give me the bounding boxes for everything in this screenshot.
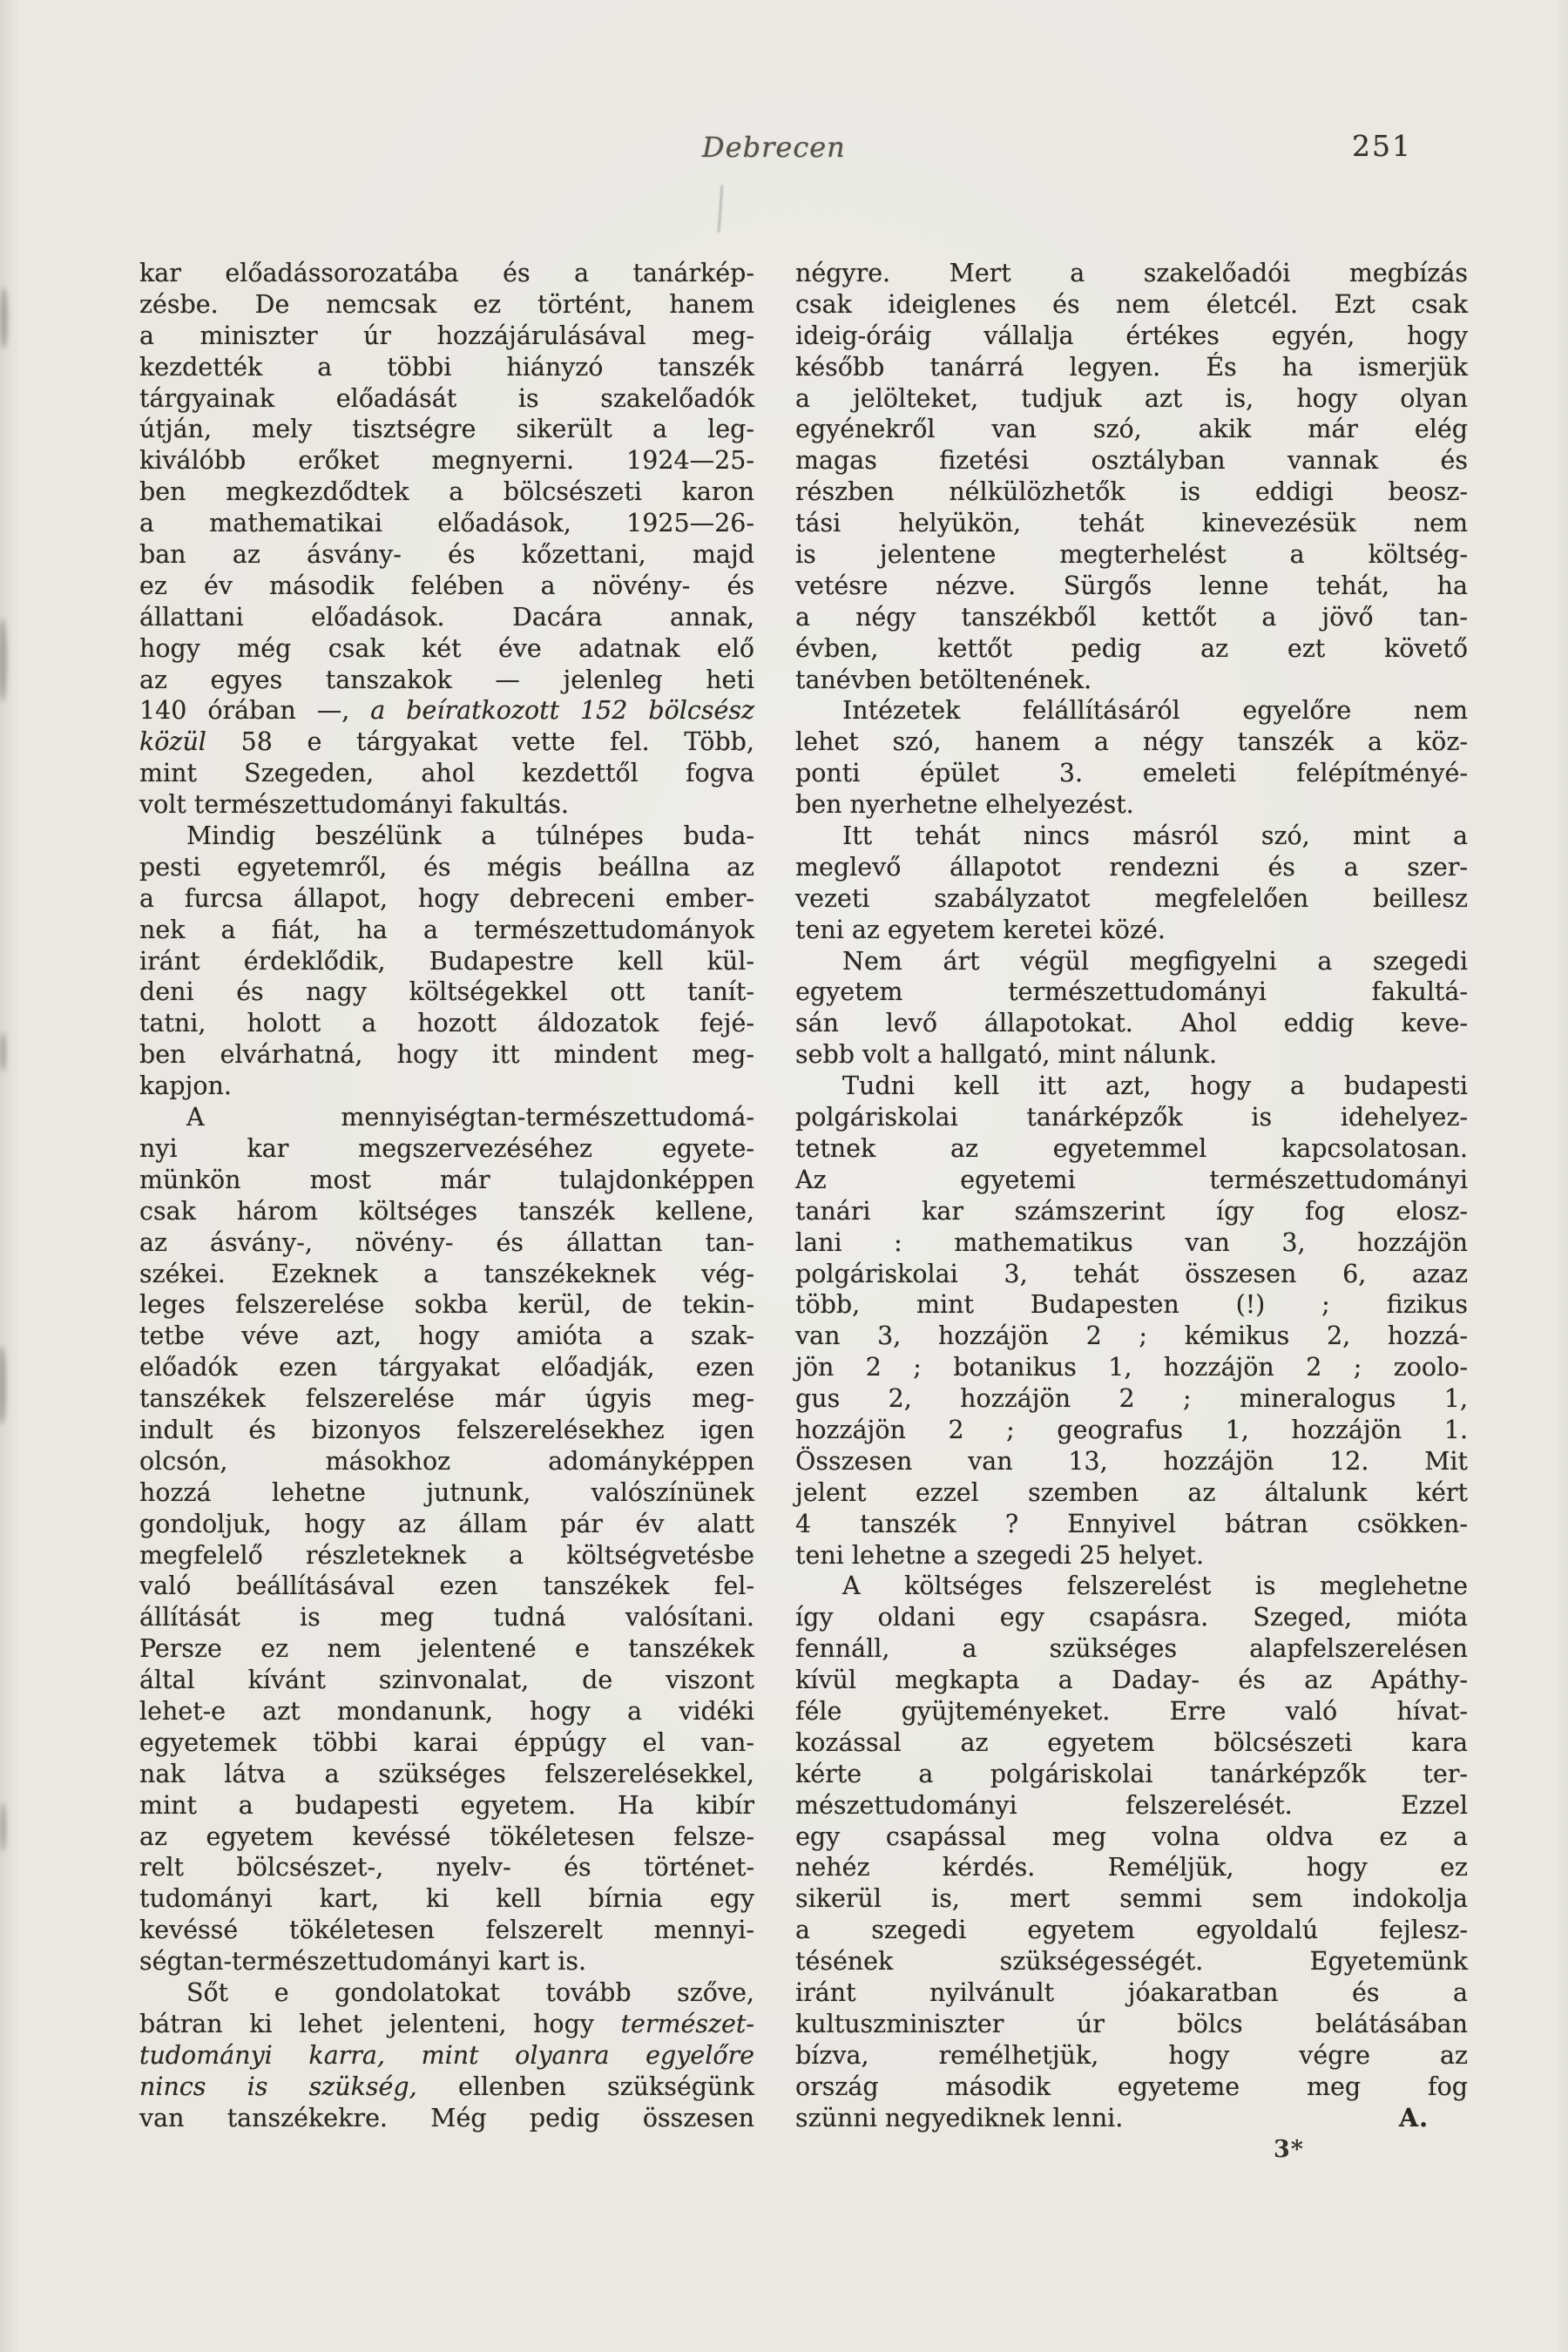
text-line: lehet szó, hanem a négy tanszék a köz- bbox=[795, 727, 1468, 757]
text-line: is jelentene megterhelést a költség- bbox=[795, 540, 1468, 570]
text-line: nek a fiát, ha a természettudományok bbox=[139, 915, 754, 944]
text-line: indult és bizonyos felszerelésekhez igen bbox=[139, 1415, 754, 1444]
text-line: olcsón, másokhoz adományképpen bbox=[139, 1446, 754, 1476]
text-line: polgáriskolai tanárképzők is idehelyez- bbox=[795, 1103, 1468, 1132]
text-line: lani : mathematikus van 3, hozzájön bbox=[795, 1227, 1468, 1257]
text-line: polgáriskolai 3, tehát összesen 6, azaz bbox=[795, 1259, 1468, 1288]
text-line: tésének szükségességét. Egyetemünk bbox=[795, 1947, 1468, 1977]
text-line: a négy tanszékből kettőt a jövő tan- bbox=[795, 602, 1468, 632]
text-line: egy csapással meg volna oldva ez a bbox=[795, 1821, 1468, 1851]
text-line: 4 tanszék ? Ennyivel bátran csökken- bbox=[795, 1509, 1468, 1538]
text-line: mint a budapesti egyetem. Ha kibír bbox=[139, 1790, 754, 1820]
text-line: nyi kar megszervezéséhez egyete- bbox=[139, 1133, 754, 1163]
text-line: mészettudományi felszerelését. Ezzel bbox=[795, 1790, 1468, 1820]
text-line: tanszékek felszerelése már úgyis meg- bbox=[139, 1384, 754, 1414]
text-line: később tanárrá legyen. És ha ismerjük bbox=[795, 352, 1468, 382]
text-line: állítását is meg tudná valósítani. bbox=[139, 1603, 754, 1632]
text-line: féle gyüjteményeket. Erre való hívat- bbox=[795, 1696, 1468, 1726]
text-line: kérte a polgáriskolai tanárképzők ter- bbox=[795, 1759, 1468, 1788]
text-line: a szegedi egyetem egyoldalú fejlesz- bbox=[795, 1916, 1468, 1945]
text-column-right bbox=[795, 258, 1468, 2133]
text-line: négyre. Mert a szakelőadói megbízás bbox=[795, 259, 1468, 287]
text-line: lehet-e azt mondanunk, hogy a vidéki bbox=[139, 1696, 754, 1726]
text-line: ben nyerhetne elhelyezést. bbox=[795, 790, 1134, 820]
scan-artifact bbox=[0, 618, 7, 701]
text-line: gondoljuk, hogy az állam pár év alatt bbox=[139, 1509, 754, 1538]
text-line: 140 órában —, a beíratkozott 152 bölcsész bbox=[139, 696, 755, 726]
text-line: tárgyainak előadását is szakelőadók bbox=[139, 383, 754, 413]
text-line: sikerül is, mert semmi sem indokolja bbox=[795, 1884, 1468, 1914]
text-line: által kívánt szinvonalat, de viszont bbox=[139, 1666, 754, 1695]
text-line: csak három költséges tanszék kellene, bbox=[139, 1196, 754, 1226]
text-line: állattani előadások. Dacára annak, bbox=[139, 602, 754, 632]
text-line: nincs is szükség, ellenben szükségünk bbox=[139, 2072, 754, 2101]
text-line: hogy még csak két éve adatnak elő bbox=[139, 633, 754, 663]
text-line: tetnek az egyetemmel kapcsolatosan. bbox=[795, 1133, 1468, 1163]
scan-artifact bbox=[0, 287, 8, 348]
text-line: székei. Ezeknek a tanszékeknek vég- bbox=[139, 1259, 754, 1288]
text-line: ségtan-természettudományi kart is. bbox=[139, 1947, 587, 1977]
text-line: ben elvárhatná, hogy itt mindent meg- bbox=[139, 1040, 754, 1070]
text-line: pesti egyetemről, és mégis beállna az bbox=[139, 852, 754, 882]
text-line: relt bölcsészet-, nyelv- és történet- bbox=[139, 1853, 754, 1882]
sheet-signature-mark: 3* bbox=[1274, 2136, 1304, 2163]
text-line: iránt nyilvánult jóakaratban és a bbox=[795, 1977, 1468, 2007]
text-line: vetésre nézve. Sürgős lenne tehát, ha bbox=[795, 571, 1468, 600]
text-line: zésbe. De nemcsak ez történt, hanem bbox=[139, 289, 754, 319]
text-line: iránt érdeklődik, Budapestre kell kül- bbox=[139, 946, 754, 976]
text-line: Az egyetemi természettudományi bbox=[795, 1165, 1468, 1194]
text-line: tási helyükön, tehát kinevezésük nem bbox=[795, 509, 1468, 538]
text-line: sebb volt a hallgató, mint nálunk. bbox=[795, 1040, 1218, 1070]
text-line: deni és nagy költségekkel ott tanít- bbox=[139, 977, 754, 1007]
text-line: ban az ásvány- és kőzettani, majd bbox=[139, 540, 754, 570]
text-line: jelent ezzel szemben az általunk kért bbox=[795, 1477, 1468, 1507]
text-line: bátran ki lehet jelenteni, hogy természet- bbox=[139, 2009, 754, 2038]
text-line: münkön most már tulajdonképpen bbox=[139, 1165, 754, 1194]
text-line: Intézetek felállításáról egyelőre nem bbox=[842, 696, 1468, 726]
text-line: Itt tehát nincs másról szó, mint a bbox=[842, 821, 1468, 851]
text-line: ez év második felében a növény- és bbox=[139, 571, 754, 600]
text-line: tanévben betöltenének. bbox=[795, 665, 1092, 694]
text-line: kiválóbb erőket megnyerni. 1924—25- bbox=[139, 446, 754, 476]
text-line: magas fizetési osztályban vannak és bbox=[795, 446, 1468, 476]
text-line: kívül megkapta a Daday- és az Apáthy- bbox=[795, 1666, 1468, 1695]
text-line: útján, mely tisztségre sikerült a leg- bbox=[139, 415, 754, 444]
text-line: egyénekről van szó, akik már elég bbox=[795, 415, 1468, 444]
text-line: megfelelő részleteknek a költségvetésbe bbox=[139, 1540, 754, 1570]
text-line: van tanszékekre. Még pedig összesen bbox=[139, 2103, 754, 2132]
text-line: a mathematikai előadások, 1925—26- bbox=[139, 509, 754, 538]
text-line: csak ideiglenes és nem életcél. Ezt csak bbox=[795, 289, 1468, 319]
text-line: sán levő állapotokat. Ahol eddig keve- bbox=[795, 1009, 1468, 1038]
text-line: Összesen van 13, hozzájön 12. Mit bbox=[795, 1446, 1468, 1476]
text-line: ideig-óráig vállalja értékes egyén, hogy bbox=[795, 321, 1468, 350]
text-line: a jelölteket, tudjuk azt is, hogy olyan bbox=[795, 383, 1468, 413]
text-line: több, mint Budapesten (!) ; fizikus bbox=[795, 1290, 1468, 1320]
text-line: a furcsa állapot, hogy debreceni ember- bbox=[139, 883, 754, 913]
text-line: gus 2, hozzájön 2 ; mineralogus 1, bbox=[795, 1384, 1468, 1414]
text-line: így oldani egy csapásra. Szeged, mióta bbox=[795, 1603, 1468, 1632]
text-line: kultuszminiszter úr bölcs belátásában bbox=[795, 2009, 1468, 2038]
text-line: az egyetem kevéssé tökéletesen felsze- bbox=[139, 1821, 754, 1851]
scan-artifact bbox=[718, 185, 723, 233]
text-line: fennáll, a szükséges alapfelszerelésen bbox=[795, 1634, 1468, 1664]
text-line: Sőt e gondolatokat tovább szőve, bbox=[186, 1977, 754, 2007]
scan-artifact bbox=[0, 1346, 6, 1424]
page-number: 251 bbox=[1352, 129, 1412, 163]
text-line: teni az egyetem keretei közé. bbox=[795, 915, 1166, 944]
text-line: vezeti szabályzatot megfelelően beillesz bbox=[795, 883, 1468, 913]
text-line: hozzájön 2 ; geografus 1, hozzájön 1. bbox=[795, 1415, 1468, 1444]
text-line: A költséges felszerelést is meglehetne bbox=[842, 1571, 1468, 1601]
text-line: kezdették a többi hiányzó tanszék bbox=[139, 352, 754, 382]
text-line: hozzá lehetne jutnunk, valószínünek bbox=[139, 1477, 754, 1507]
text-line: nehéz kérdés. Reméljük, hogy ez bbox=[795, 1853, 1468, 1882]
text-line: szünni negyediknek lenni. A. bbox=[795, 2102, 1429, 2132]
text-line: bízva, remélhetjük, hogy végre az bbox=[795, 2040, 1468, 2070]
text-line: leges felszerelése sokba kerül, de tekin- bbox=[139, 1290, 754, 1320]
text-line: közül 58 e tárgyakat vette fel. Több, bbox=[139, 727, 754, 757]
text-line: Mindig beszélünk a túlnépes buda- bbox=[186, 821, 754, 851]
text-line: nak látva a szükséges felszerelésekkel, bbox=[139, 1759, 754, 1788]
text-line: tanári kar számszerint így fog elosz- bbox=[795, 1196, 1468, 1226]
text-line: tetbe véve azt, hogy amióta a szak- bbox=[139, 1321, 754, 1351]
text-line: a miniszter úr hozzájárulásával meg- bbox=[139, 321, 754, 350]
text-line: Nem árt végül megfigyelni a szegedi bbox=[842, 946, 1468, 976]
text-line: tudományi karra, mint olyanra egyelőre bbox=[139, 2040, 754, 2070]
text-line: Persze ez nem jelentené e tanszékek bbox=[139, 1634, 754, 1664]
text-line: Tudni kell itt azt, hogy a budapesti bbox=[842, 1071, 1468, 1101]
text-line: mint Szegeden, ahol kezdettől fogva bbox=[139, 759, 754, 788]
text-line: A mennyiségtan-természettudomá- bbox=[186, 1103, 754, 1132]
text-line: az ásvány-, növény- és állattan tan- bbox=[139, 1227, 754, 1257]
text-line: tudományi kart, ki kell bírnia egy bbox=[139, 1884, 754, 1914]
text-line: volt természettudományi fakultás. bbox=[139, 790, 569, 820]
scan-artifact bbox=[0, 1803, 6, 1851]
text-column-left bbox=[139, 258, 754, 2133]
author-initial: A. bbox=[1398, 2102, 1429, 2132]
text-line: meglevő állapotot rendezni és a szer- bbox=[795, 852, 1468, 882]
text-line: van 3, hozzájön 2 ; kémikus 2, hozzá- bbox=[795, 1321, 1468, 1351]
text-line: előadók ezen tárgyakat előadják, ezen bbox=[139, 1353, 754, 1382]
text-line: kevéssé tökéletesen felszerelt mennyi- bbox=[139, 1916, 754, 1945]
text-line: évben, kettőt pedig az ezt követő bbox=[795, 633, 1468, 663]
text-line: teni lehetne a szegedi 25 helyet. bbox=[795, 1540, 1205, 1570]
text-line: tatni, holott a hozott áldozatok fejé- bbox=[139, 1009, 754, 1038]
text-line: egyetem természettudományi fakultá- bbox=[795, 977, 1468, 1007]
scan-artifact bbox=[0, 1032, 6, 1071]
text-line: kar előadássorozatába és a tanárkép- bbox=[139, 259, 754, 287]
running-title: Debrecen bbox=[702, 131, 846, 164]
text-line: jön 2 ; botanikus 1, hozzájön 2 ; zoolo- bbox=[795, 1353, 1468, 1382]
text-line: kozással az egyetem bölcsészeti kara bbox=[795, 1727, 1468, 1757]
text-line: ben megkezdődtek a bölcsészeti karon bbox=[139, 477, 754, 507]
text-line: az egyes tanszakok — jelenleg heti bbox=[139, 665, 754, 694]
text-line: ponti épület 3. emeleti felépítményé- bbox=[795, 759, 1468, 788]
text-line: kapjon. bbox=[139, 1071, 232, 1101]
text-line: egyetemek többi karai éppúgy el van- bbox=[139, 1727, 754, 1757]
text-line: ország második egyeteme meg fog bbox=[795, 2072, 1468, 2101]
text-line: való beállításával ezen tanszékek fel- bbox=[139, 1571, 754, 1601]
text-line: részben nélkülözhetők is eddigi beosz- bbox=[795, 477, 1468, 507]
